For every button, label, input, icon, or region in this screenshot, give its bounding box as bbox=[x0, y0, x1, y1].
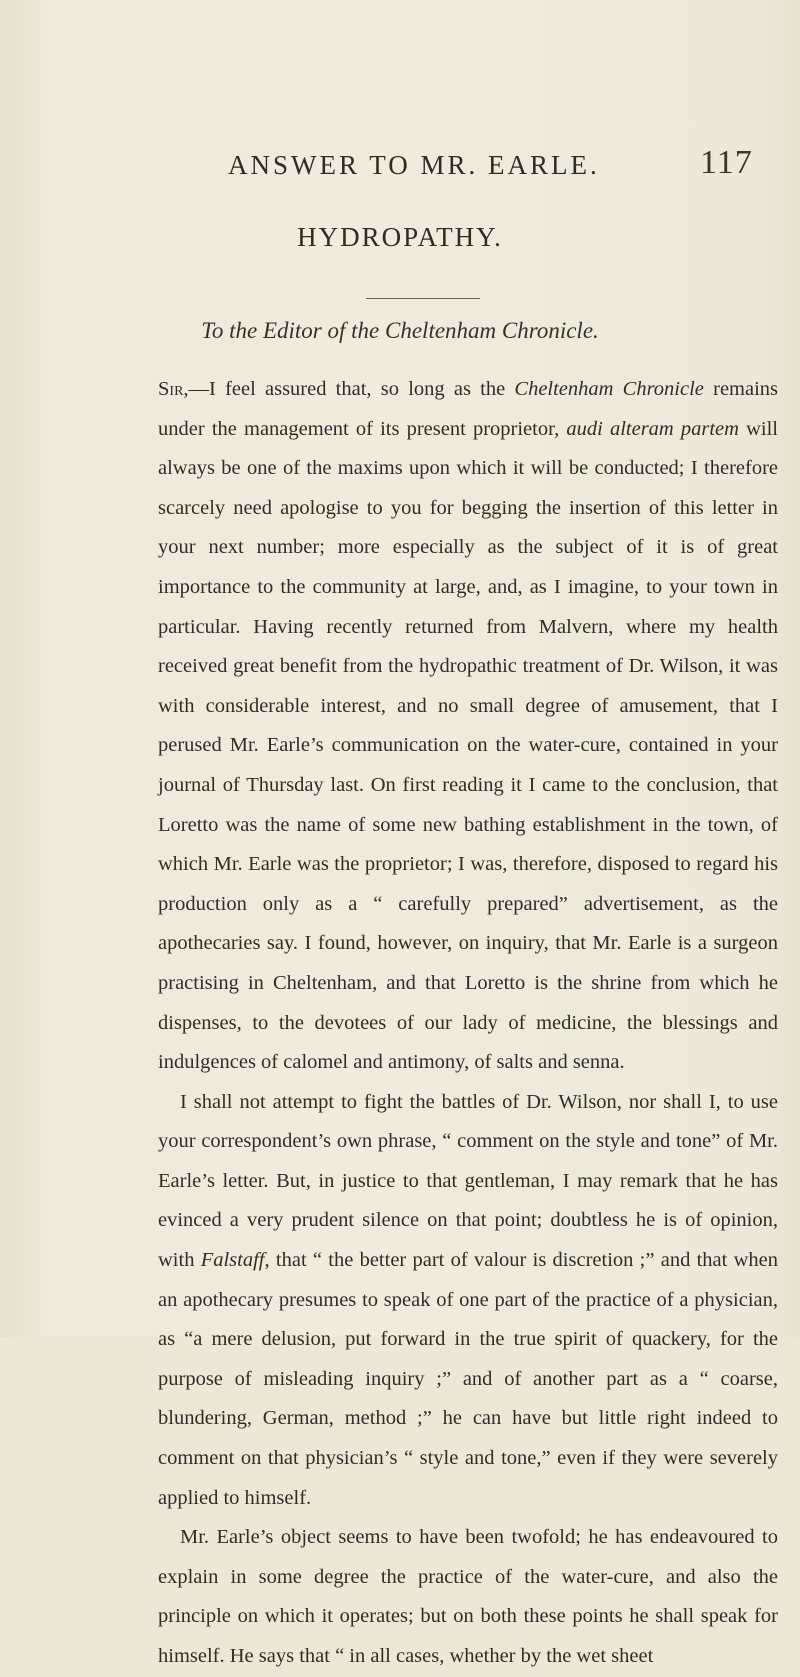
letter-body bbox=[158, 370, 778, 1677]
title-divider bbox=[366, 298, 480, 299]
paragraph-3 bbox=[158, 1518, 778, 1676]
paragraph-2-text-b: , that “ the better part of valour is discretion ;” and that when an apothecary presumes to speak of one part of the practice of a physician, as “a mere delusion, put forward in the true spirit of quackery, for the purpose of misleading inquiry ;” and of another part as a “ coarse, blundering, German, method ;” he can have but little right indeed to comment on that physician’s “ style and tone,” even if they were severely applied to himself. bbox=[158, 1249, 778, 1509]
latin-phrase: audi alteram partem bbox=[566, 417, 739, 440]
paragraph-2-text-a: I shall not attempt to fight the battles of Dr. Wilson, nor shall I, to use your correspondent’s own phrase, “ comment on the style and tone” of Mr. Earle’s letter. But, in justice to that gentleman, I may remark that he has evinced a very prudent silence on that point; doubtless he is of opinion, with bbox=[158, 1090, 778, 1272]
paragraph-1-text-b: remains under the management of its present proprietor, bbox=[158, 378, 779, 440]
letter-address: To the Editor of the Cheltenham Chronicle. bbox=[201, 318, 599, 343]
running-head bbox=[0, 144, 800, 190]
falstaff-name: Falstaff bbox=[200, 1249, 265, 1272]
newspaper-name: Cheltenham Chronicle bbox=[514, 378, 704, 400]
paragraph-1-text-a: —I feel assured that, so long as the bbox=[188, 378, 515, 400]
paragraph-2 bbox=[158, 1083, 778, 1519]
paragraph-1 bbox=[158, 370, 778, 1083]
paragraph-1-text-c: will always be one of the maxims upon which it will be conducted; I therefore scarcely need apologise to you for begging the insertion of this letter in your next number; more especially as the subject of it is of great importance to the community at large, and, as I imagine, to your town in particular. Having recently returned from Malvern, where my health received great benefit from the hydropathic treatment of Dr. Wilson, it was with considerable interest, and no small degree of amusement, that I perused Mr. Earle’s communication on the water-cure, contained in your journal of Thursday last. On first reading it I came to the conclusion, that Loretto was the name of some new bathing establishment in the town, of which Mr. Earle was the proprietor; I was, therefore, disposed to regard his production only as a “ carefully prepared” advertisement, as the apothecaries say. I found, however, on inquiry, that Mr. Earle is a surgeon practising in Cheltenham, and that Loretto is the shrine from which he dispenses, to the devotees of our lady of medicine, the blessings and indulgences of calomel and antimony, of salts and senna. bbox=[158, 417, 779, 1074]
article-title: HYDROPATHY. bbox=[297, 222, 503, 252]
page-number: 117 bbox=[700, 144, 753, 181]
salutation: Sir, bbox=[158, 378, 189, 400]
running-title: ANSWER TO MR. EARLE. bbox=[228, 150, 600, 180]
paragraph-3-text: Mr. Earle’s object seems to have been twofold; he has endeavoured to explain in some degree the practice of the water-cure, and also the principle on which it operates; but on both these points he shall speak for himself. He says that “ in all cases, whether by the wet sheet bbox=[158, 1526, 778, 1667]
